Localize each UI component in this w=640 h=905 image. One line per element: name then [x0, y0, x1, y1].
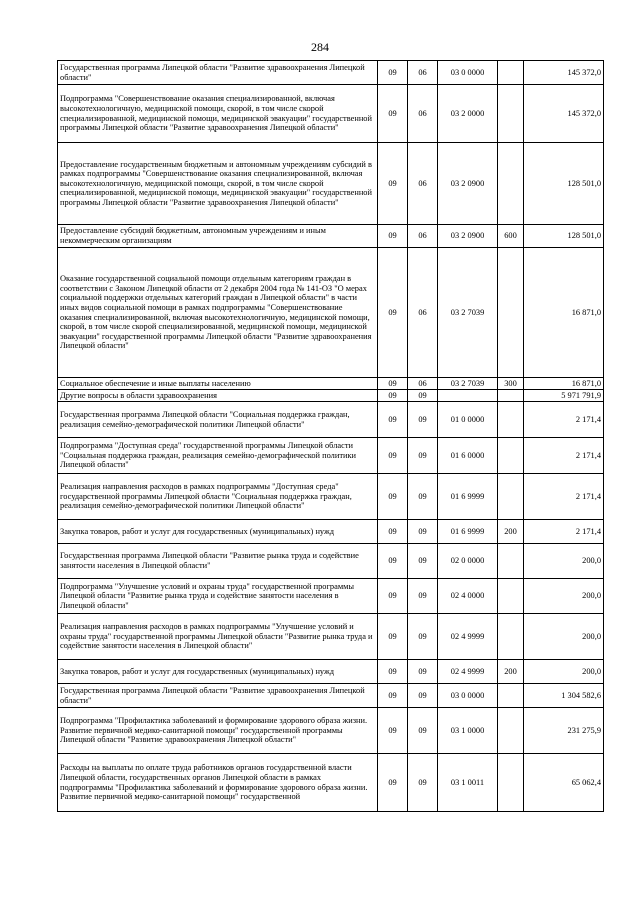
row-section-code: 09 [378, 544, 408, 579]
row-subsection-code: 06 [408, 248, 438, 378]
row-subsection-code: 09 [408, 579, 438, 614]
row-subsection-code: 06 [408, 143, 438, 225]
row-name: Предоставление субсидий бюджетным, автономным учреждениям и иным некоммерческим организациям [58, 225, 378, 248]
table-row [58, 378, 604, 390]
row-name: Социальное обеспечение и иные выплаты населению [58, 378, 378, 390]
row-section-code: 09 [378, 402, 408, 438]
table-row [58, 684, 604, 708]
row-section-code: 09 [378, 579, 408, 614]
row-amount: 2 171,4 [524, 474, 604, 520]
row-expense-type-code [498, 579, 524, 614]
table-row [58, 614, 604, 660]
row-subsection-code: 09 [408, 660, 438, 684]
row-subsection-code: 09 [408, 520, 438, 544]
row-amount: 128 501,0 [524, 143, 604, 225]
row-target-article-code: 03 1 0011 [438, 754, 498, 812]
row-subsection-code: 06 [408, 85, 438, 143]
row-name: Подпрограмма "Профилактика заболеваний и формирование здорового образа жизни. Развитие первичной медико-санитарной помощи" государственной программы Липецкой области "Развитие здравоохранения Липецкой области" [58, 708, 378, 754]
row-target-article-code: 03 2 0000 [438, 85, 498, 143]
row-expense-type-code [498, 754, 524, 812]
row-section-code: 09 [378, 378, 408, 390]
table-row [58, 225, 604, 248]
row-amount: 145 372,0 [524, 85, 604, 143]
row-section-code: 09 [378, 754, 408, 812]
row-name: Государственная программа Липецкой области "Социальная поддержка граждан, реализация семейно-демографической политики Липецкой области" [58, 402, 378, 438]
table-row [58, 660, 604, 684]
row-name: Подпрограмма "Совершенствование оказания специализированной, включая высокотехнологичную, медицинской помощи, скорой, в том числе скорой специализированной, медицинской помощи, медицинской эвакуации" государственной программы Липецкой области "Развитие здравоохранения Липецкой области" [58, 85, 378, 143]
row-amount: 1 304 582,6 [524, 684, 604, 708]
row-expense-type-code [498, 248, 524, 378]
row-expense-type-code [498, 544, 524, 579]
row-expense-type-code [498, 402, 524, 438]
row-section-code: 09 [378, 85, 408, 143]
row-amount: 128 501,0 [524, 225, 604, 248]
table-row [58, 520, 604, 544]
row-section-code: 09 [378, 614, 408, 660]
table-row [58, 61, 604, 85]
row-target-article-code: 01 6 9999 [438, 474, 498, 520]
row-name: Реализация направления расходов в рамках подпрограммы "Доступная среда" государственной программы Липецкой области "Социальная поддержка граждан, реализация семейно-демографической политики Липецкой области" [58, 474, 378, 520]
row-subsection-code: 09 [408, 390, 438, 402]
row-name: Предоставление государственным бюджетным и автономным учреждениям субсидий в рамках подпрограммы "Совершенствование оказания специализированной, включая высокотехнологичную, медицинской помощи, скорой, в том числе скорой специализированной, медицинской помощи, медицинской эвакуации" государственной программы Липецкой области "Развитие здравоохранения Липецкой области" [58, 143, 378, 225]
row-target-article-code [438, 390, 498, 402]
table-row [58, 143, 604, 225]
row-expense-type-code [498, 684, 524, 708]
row-amount: 2 171,4 [524, 438, 604, 474]
row-amount: 65 062,4 [524, 754, 604, 812]
row-target-article-code: 01 6 0000 [438, 438, 498, 474]
table-row [58, 579, 604, 614]
row-name: Подпрограмма "Улучшение условий и охраны труда" государственной программы Липецкой области "Развитие рынка труда и содействие занятости населения в Липецкой области" [58, 579, 378, 614]
table-row [58, 474, 604, 520]
row-section-code: 09 [378, 143, 408, 225]
row-name: Государственная программа Липецкой области "Развитие рынка труда и содействие занятости населения в Липецкой области" [58, 544, 378, 579]
row-name: Другие вопросы в области здравоохранения [58, 390, 378, 402]
row-amount: 200,0 [524, 579, 604, 614]
row-name: Закупка товаров, работ и услуг для государственных (муниципальных) нужд [58, 520, 378, 544]
row-section-code: 09 [378, 61, 408, 85]
row-target-article-code: 03 1 0000 [438, 708, 498, 754]
row-section-code: 09 [378, 225, 408, 248]
row-expense-type-code: 300 [498, 378, 524, 390]
row-target-article-code: 02 0 0000 [438, 544, 498, 579]
budget-table-body [58, 61, 604, 812]
row-amount: 200,0 [524, 614, 604, 660]
row-amount: 16 871,0 [524, 248, 604, 378]
row-section-code: 09 [378, 438, 408, 474]
row-target-article-code: 01 6 9999 [438, 520, 498, 544]
row-subsection-code: 09 [408, 438, 438, 474]
row-section-code: 09 [378, 684, 408, 708]
row-amount: 2 171,4 [524, 402, 604, 438]
table-row [58, 85, 604, 143]
row-target-article-code: 03 0 0000 [438, 61, 498, 85]
row-section-code: 09 [378, 474, 408, 520]
row-subsection-code: 09 [408, 614, 438, 660]
row-target-article-code: 03 0 0000 [438, 684, 498, 708]
row-expense-type-code: 200 [498, 520, 524, 544]
row-section-code: 09 [378, 248, 408, 378]
row-expense-type-code: 200 [498, 660, 524, 684]
row-subsection-code: 09 [408, 474, 438, 520]
row-amount: 16 871,0 [524, 378, 604, 390]
row-expense-type-code: 600 [498, 225, 524, 248]
table-row [58, 438, 604, 474]
row-subsection-code: 06 [408, 378, 438, 390]
row-name: Реализация направления расходов в рамках подпрограммы "Улучшение условий и охраны труда" государственной программы Липецкой области "Развитие рынка труда и содействие занятости населения в Липецкой области" [58, 614, 378, 660]
row-target-article-code: 01 0 0000 [438, 402, 498, 438]
row-section-code: 09 [378, 708, 408, 754]
row-expense-type-code [498, 474, 524, 520]
row-subsection-code: 09 [408, 544, 438, 579]
table-row [58, 390, 604, 402]
row-subsection-code: 09 [408, 754, 438, 812]
row-expense-type-code [498, 85, 524, 143]
row-amount: 5 971 791,9 [524, 390, 604, 402]
row-expense-type-code [498, 61, 524, 85]
row-name: Подпрограмма "Доступная среда" государственной программы Липецкой области "Социальная поддержка граждан, реализация семейно-демографической политики Липецкой области" [58, 438, 378, 474]
table-row [58, 754, 604, 812]
table-row [58, 248, 604, 378]
table-row [58, 544, 604, 579]
row-subsection-code: 09 [408, 708, 438, 754]
row-target-article-code: 02 4 0000 [438, 579, 498, 614]
row-subsection-code: 06 [408, 225, 438, 248]
row-amount: 200,0 [524, 544, 604, 579]
row-target-article-code: 03 2 7039 [438, 378, 498, 390]
row-name: Государственная программа Липецкой области "Развитие здравоохранения Липецкой области" [58, 684, 378, 708]
row-target-article-code: 03 2 0900 [438, 225, 498, 248]
row-subsection-code: 09 [408, 684, 438, 708]
row-amount: 231 275,9 [524, 708, 604, 754]
row-target-article-code: 02 4 9999 [438, 614, 498, 660]
row-amount: 145 372,0 [524, 61, 604, 85]
row-target-article-code: 02 4 9999 [438, 660, 498, 684]
row-name: Государственная программа Липецкой области "Развитие здравоохранения Липецкой области" [58, 61, 378, 85]
row-subsection-code: 09 [408, 402, 438, 438]
table-row [58, 708, 604, 754]
table-row [58, 402, 604, 438]
row-target-article-code: 03 2 7039 [438, 248, 498, 378]
row-name: Оказание государственной социальной помощи отдельным категориям граждан в соответствии с Законом Липецкой области от 2 декабря 2004 года № 141-ОЗ "О мерах социальной поддержки отдельных категорий граждан в Липецкой области" в части иных видов социальной помощи в рамках подпрограммы "Совершенствование оказания специализированной, включая высокотехнологичную, медицинской помощи, скорой, в том числе скорой специализированной, медицинской помощи, медицинской эвакуации" государственной программы Липецкой области "Развитие здравоохранения Липецкой области" [58, 248, 378, 378]
row-expense-type-code [498, 143, 524, 225]
row-amount: 200,0 [524, 660, 604, 684]
row-name: Закупка товаров, работ и услуг для государственных (муниципальных) нужд [58, 660, 378, 684]
budget-table [57, 60, 604, 812]
row-expense-type-code [498, 614, 524, 660]
row-amount: 2 171,4 [524, 520, 604, 544]
row-section-code: 09 [378, 390, 408, 402]
row-expense-type-code [498, 438, 524, 474]
row-expense-type-code [498, 708, 524, 754]
row-subsection-code: 06 [408, 61, 438, 85]
row-name: Расходы на выплаты по оплате труда работников органов государственной власти Липецкой области, государственных органов Липецкой области в рамках подпрограммы "Профилактика заболеваний и формирование здорового образа жизни. Развитие первичной медико-санитарной помощи" государственной [58, 754, 378, 812]
row-expense-type-code [498, 390, 524, 402]
row-section-code: 09 [378, 520, 408, 544]
page-number: 284 [311, 40, 329, 54]
row-section-code: 09 [378, 660, 408, 684]
row-target-article-code: 03 2 0900 [438, 143, 498, 225]
